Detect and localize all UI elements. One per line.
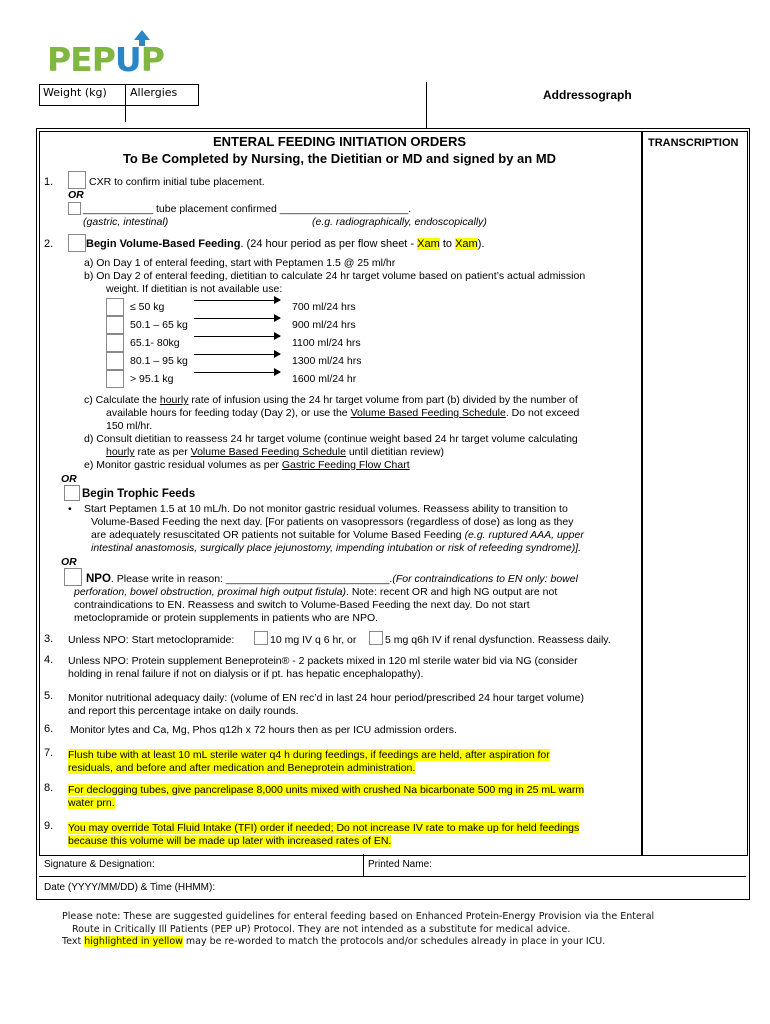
volume-feeding-checkbox[interactable] <box>68 234 86 252</box>
item-2e: e) Monitor gastric residual volumes as per Gastric Feeding Flow Chart <box>84 459 410 471</box>
arrow-icon <box>194 318 280 319</box>
signature-divider <box>363 854 364 876</box>
arrow-icon <box>194 300 280 301</box>
footnote-line-2: Route in Critically Ill Patients (PEP uP) Protocol. They are not intended as a substitute for medical advice. <box>72 923 571 935</box>
footnote-line-1: Please note: These are suggested guidelines for enteral feeding based on Enhanced Protein-Energy Provision via the Enteral <box>62 911 655 922</box>
eg-hint: (e.g. radiographically, endoscopically) <box>312 216 487 228</box>
item-4-line-1: Unless NPO: Protein supplement Beneprotein® - 2 packets mixed in 120 ml sterile water bid via NG (consider <box>68 655 578 667</box>
footnote-line-3: Text highlighted in yellow may be re-worded to match the protocols and/or schedules already in place in your ICU. <box>62 936 606 947</box>
item-2b-1: b) On Day 2 of enteral feeding, dietitian to calculate 24 hr target volume based on patient’s actual admission <box>84 270 586 282</box>
item-9-line-2: because this volume will be made up later with increased rates of EN. <box>68 835 392 847</box>
trophic-line-1: Start Peptamen 1.5 at 10 mL/h. Do not monitor gastric residual volumes. Reassess ability to transition to <box>84 503 568 515</box>
or-3: OR <box>61 556 77 568</box>
npo-line-1: NPO. Please write in reason: ____________________________.(For contraindications to EN only: bowel <box>86 573 578 585</box>
form-title <box>39 133 640 167</box>
item-9-line-1: You may override Total Fluid Intake (TFI) order if needed; Do not increase IV rate to make up for held feedings <box>68 822 580 834</box>
item-7-line-2: residuals, and before and after medication and Beneprotein administration. <box>68 762 416 774</box>
item-5-line-2: and report this percentage intake on daily rounds. <box>68 705 299 717</box>
item-2d-2: hourly rate as per Volume Based Feeding Schedule until dietitian review) <box>106 446 444 458</box>
trophic-checkbox[interactable] <box>64 485 80 501</box>
weight-range-checkbox[interactable] <box>106 370 124 388</box>
cxr-text: CXR to confirm initial tube placement. <box>89 176 265 188</box>
weight-range-label: 65.1- 80kg <box>130 337 180 349</box>
or-2: OR <box>61 473 77 485</box>
metoclopramide-5mg-checkbox[interactable] <box>369 631 383 645</box>
trophic-line-2: Volume-Based Feeding the next day. [For patients on vasopressors (regardless of dose) as long as they <box>91 516 574 528</box>
npo-line-3: contraindications to EN. Reassess and switch to Volume-Based Feeding the next day. Do not start <box>74 599 530 611</box>
item-5-number: 5. <box>44 690 54 702</box>
trophic-heading: Begin Trophic Feeds <box>82 488 196 500</box>
weight-range-checkbox[interactable] <box>106 298 124 316</box>
item-8-line-2: water prn. <box>68 797 115 809</box>
item-8-line-1: For declogging tubes, give pancrelipase 8,000 units mixed with crushed Na bicarbonate 500 mg in 25 mL warm <box>68 784 585 796</box>
printed-name-field[interactable]: Printed Name: <box>368 859 432 870</box>
item-9-number: 9. <box>44 820 54 832</box>
placement-checkbox[interactable] <box>68 202 81 215</box>
item-2-number: 2. <box>44 238 54 250</box>
item-4-line-2: holding in renal failure if not on dialysis or if pt. has hepatic encephalopathy). <box>68 668 424 680</box>
cxr-checkbox[interactable] <box>68 171 86 189</box>
item-2c-3: 150 ml/hr. <box>106 420 153 432</box>
item-7-number: 7. <box>44 747 54 759</box>
weight-range-label: > 95.1 kg <box>130 373 174 385</box>
item-3-option-a: 10 mg IV q 6 hr, or <box>270 634 357 646</box>
arrow-icon <box>194 336 280 337</box>
item-6-number: 6. <box>44 723 54 735</box>
item-2b-2: weight. If dietitian is not available use: <box>106 283 283 295</box>
npo-line-4: metoclopramide or protein supplements in patients who are NPO. <box>74 612 379 624</box>
target-volume-label: 700 ml/24 hrs <box>292 301 356 313</box>
weight-range-checkbox[interactable] <box>106 352 124 370</box>
transcription-header: TRANSCRIPTION <box>648 137 739 149</box>
header-divider <box>125 84 126 122</box>
weight-range-label: 80.1 – 95 kg <box>130 355 188 367</box>
trophic-line-3: are adequately resuscitated OR patients not suitable for Volume Based Feeding (e.g. ruptured AAA, upper <box>91 529 584 541</box>
npo-line-2: perforation, bowel obstruction, proximal high output fistula). Note: recent OR and high NG output are not <box>74 586 558 598</box>
trophic-line-4: intestinal anastomosis, surgically place jejunostomy, impending intubation or risk of refeeding syndrome)]. <box>91 542 582 554</box>
gastric-hint: (gastric, intestinal) <box>83 216 169 228</box>
item-8-number: 8. <box>44 782 54 794</box>
arrow-icon <box>194 354 280 355</box>
trophic-bullet: • <box>68 503 72 515</box>
item-5-line-1: Monitor nutritional adequacy daily: (volume of EN rec’d in last 24 hour period/prescribed 24 hour target volume) <box>68 692 584 704</box>
weight-range-label: ≤ 50 kg <box>130 301 165 313</box>
date-time-field[interactable]: Date (YYYY/MM/DD) & Time (HHMM): <box>44 882 216 893</box>
item-6-line-1: Monitor lytes and Ca, Mg, Phos q12h x 72 hours then as per ICU admission orders. <box>70 724 457 736</box>
volume-feeding-line: Begin Volume-Based Feeding. (24 hour period as per flow sheet - Xam to Xam). <box>86 238 485 250</box>
item-2a: a) On Day 1 of enteral feeding, start with Peptamen 1.5 @ 25 ml/hr <box>84 257 396 269</box>
placement-text: ____________ tube placement confirmed ______________________. <box>83 203 412 215</box>
weight-range-checkbox[interactable] <box>106 316 124 334</box>
item-2c-1: c) Calculate the hourly rate of infusion using the 24 hr target volume from part (b) divided by the number of <box>84 394 578 406</box>
target-volume-label: 900 ml/24 hrs <box>292 319 356 331</box>
target-volume-label: 1100 ml/24 hrs <box>292 337 361 349</box>
item-3-option-b: 5 mg q6h IV if renal dysfunction. Reassess daily. <box>385 634 611 646</box>
title-line-2: To Be Completed by Nursing, the Dietitian or MD and signed by an MD <box>122 151 557 166</box>
pepup-logo: PEPUP <box>47 38 182 84</box>
weight-label: Weight (kg) <box>43 86 107 99</box>
target-volume-label: 1600 ml/24 hr <box>292 373 357 385</box>
item-3-number: 3. <box>44 633 54 645</box>
item-2c-2: available hours for feeding today (Day 2), or use the Volume Based Feeding Schedule. Do not exceed <box>106 407 580 419</box>
signature-field[interactable]: Signature & Designation: <box>44 859 155 870</box>
metoclopramide-10mg-checkbox[interactable] <box>254 631 268 645</box>
or-1: OR <box>68 189 84 201</box>
header-vline <box>426 82 427 128</box>
allergies-label: Allergies <box>130 86 178 99</box>
item-7-line-1: Flush tube with at least 10 mL sterile water q4 h during feedings, if feedings are held, after aspiration for <box>68 749 550 761</box>
npo-checkbox[interactable] <box>64 568 82 586</box>
addressograph-label: Addressograph <box>543 88 632 102</box>
item-2d-1: d) Consult dietitian to reassess 24 hr target volume (continue weight based 24 hr target volume calculating <box>84 433 578 445</box>
footnote <box>62 911 654 949</box>
weight-range-checkbox[interactable] <box>106 334 124 352</box>
weight-range-label: 50.1 – 65 kg <box>130 319 188 331</box>
title-line-1: ENTERAL FEEDING INITIATION ORDERS <box>212 134 467 149</box>
target-volume-label: 1300 ml/24 hrs <box>292 355 362 367</box>
up-arrow-icon <box>133 30 151 46</box>
item-1-number: 1. <box>44 176 54 188</box>
item-3-text: Unless NPO: Start metoclopramide: <box>68 634 235 646</box>
arrow-icon <box>194 372 280 373</box>
item-4-number: 4. <box>44 654 54 666</box>
transcription-column <box>642 131 748 856</box>
